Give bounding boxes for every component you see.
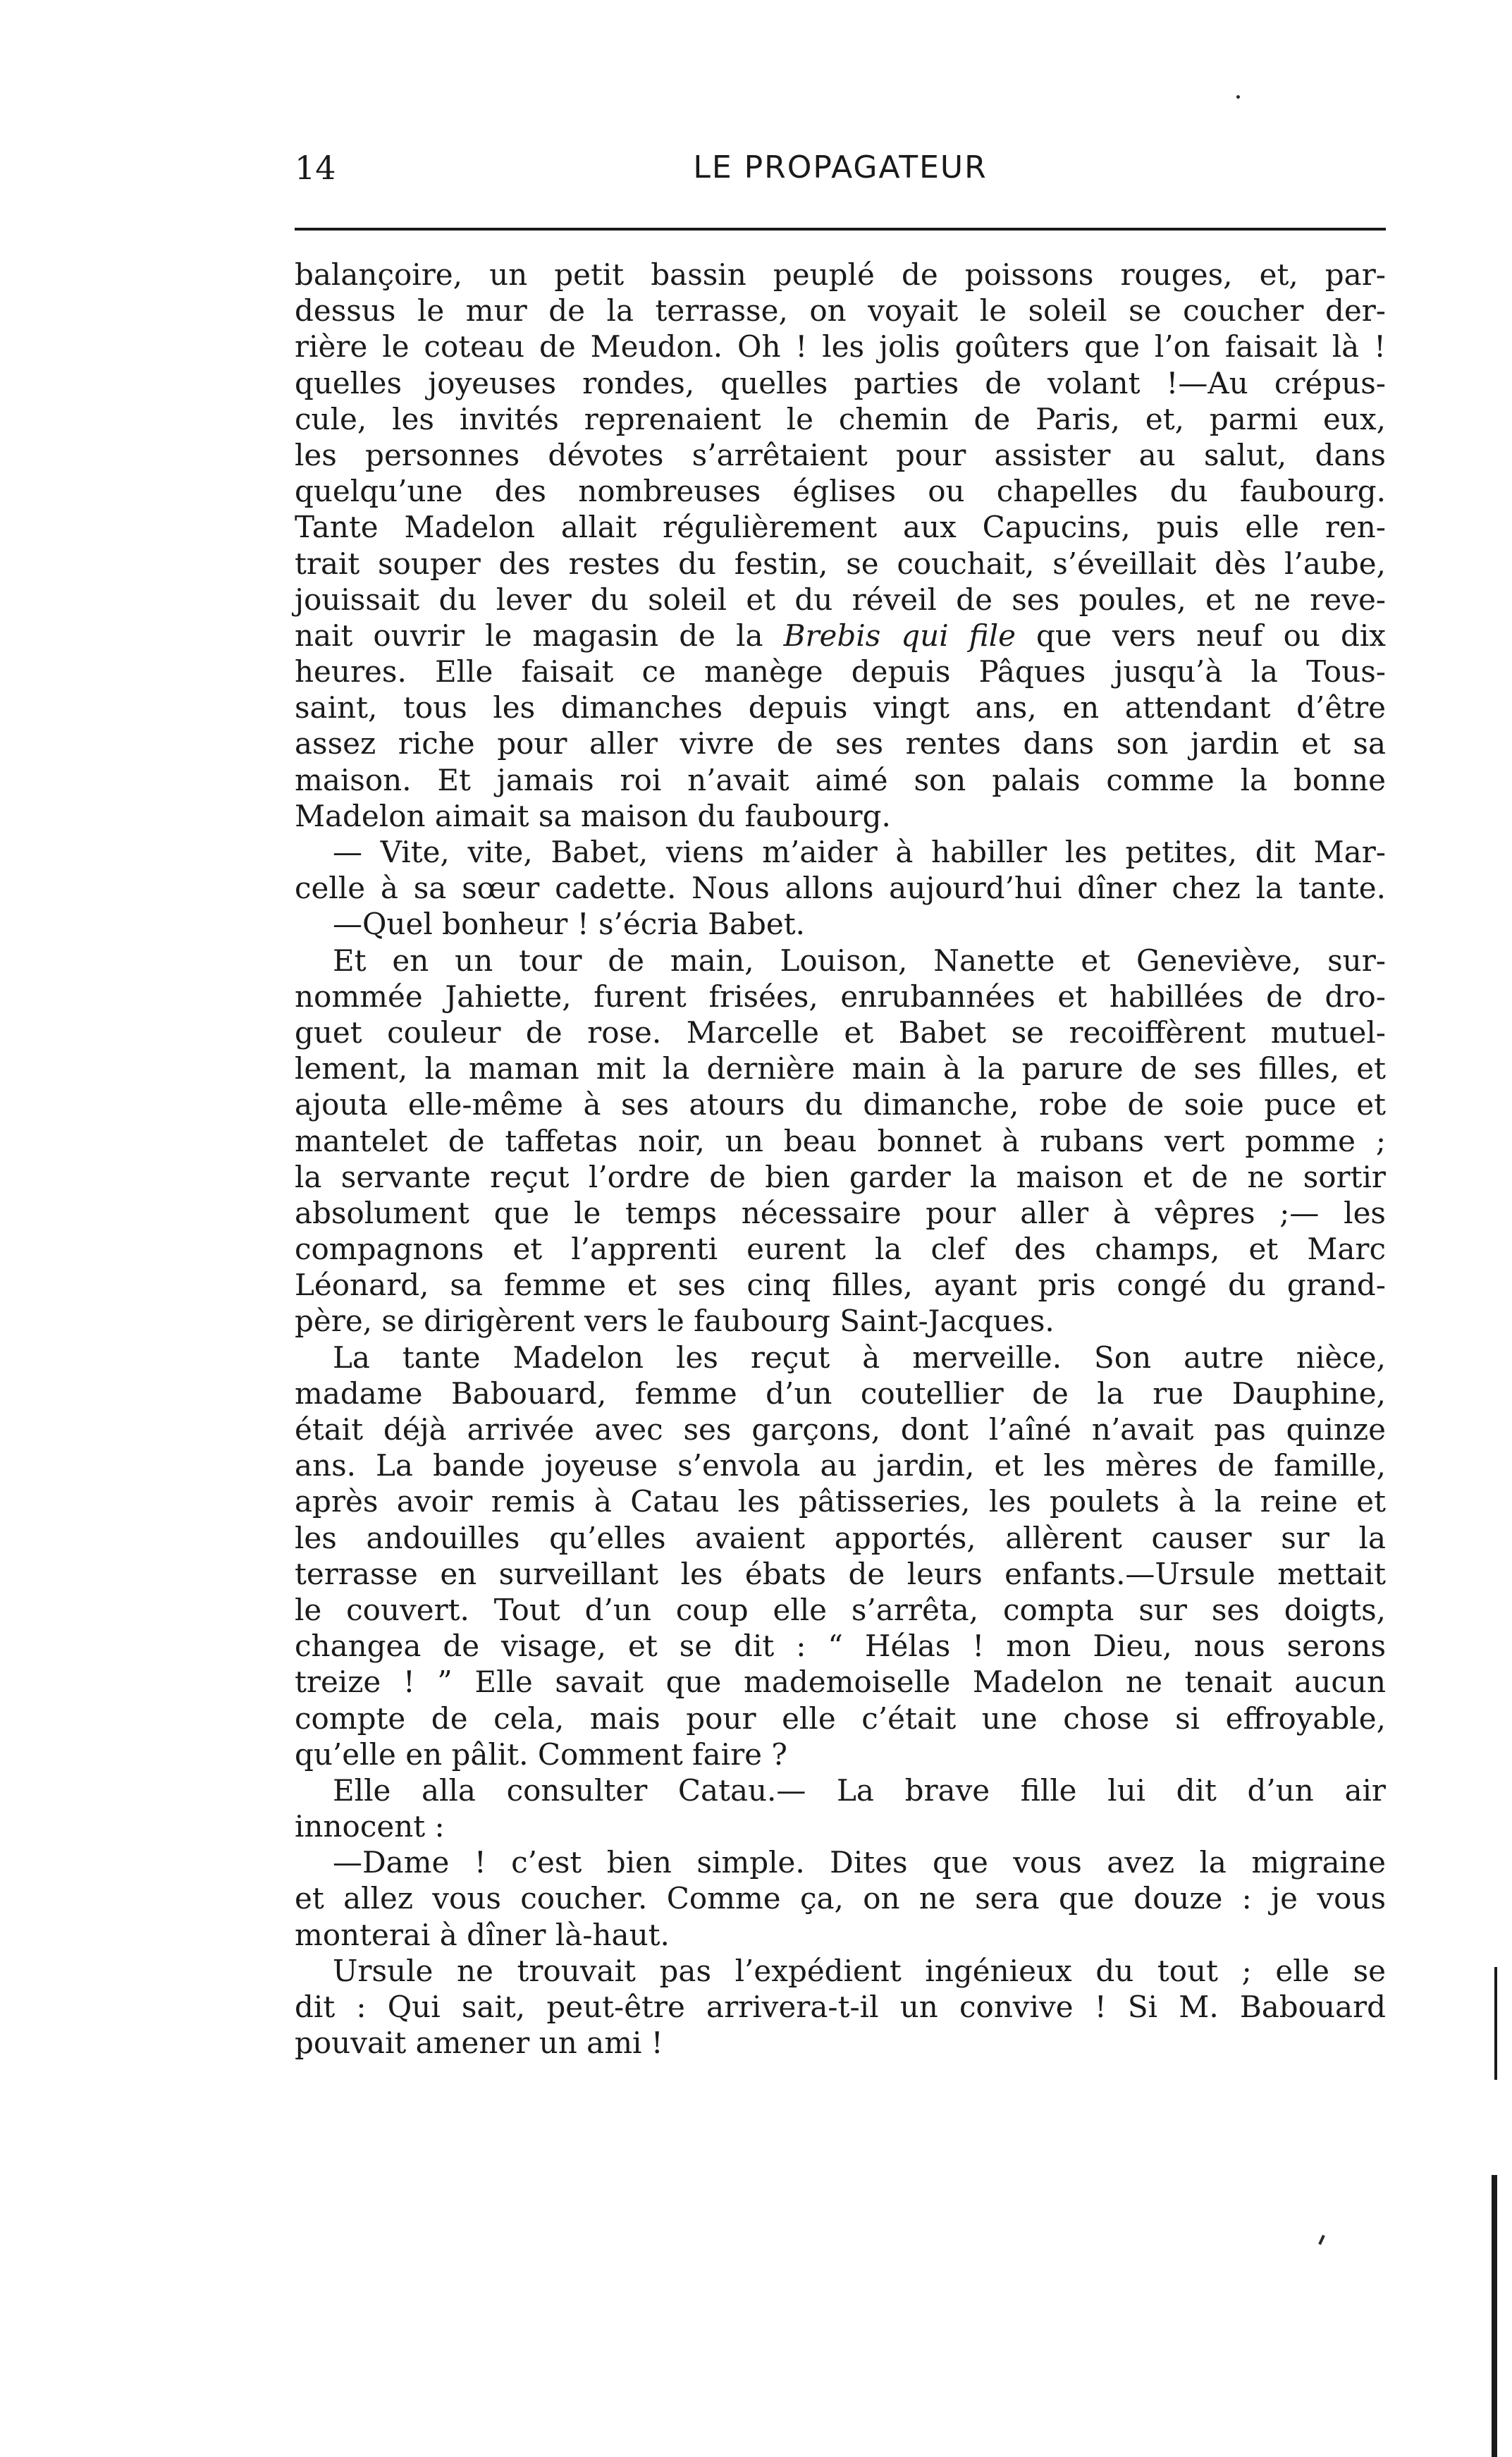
text-line: quelles joyeuses rondes, quelles parties de volant !—Au crépus- — [295, 365, 1386, 400]
text-line: Et en un tour de main, Louison, Nanette et Geneviève, sur- — [333, 943, 1386, 978]
text-line: rière le coteau de Meudon. Oh ! les jolis goûters que l’on faisait là ! — [295, 329, 1386, 364]
text-line: trait souper des restes du festin, se couchait, s’éveillait dès l’aube, — [295, 546, 1386, 581]
text-line: treize ! ” Elle savait que mademoiselle Madelon ne tenait aucun — [295, 1665, 1386, 1700]
text-line: était déjà arrivée avec ses garçons, dont l’aîné n’avait pas quinze — [295, 1412, 1386, 1447]
text-line: la servante reçut l’ordre de bien garder la maison et de ne sortir — [295, 1159, 1386, 1194]
text-line: cule, les invités reprenaient le chemin de Paris, et, parmi eux, — [295, 401, 1386, 436]
text-line: absolument que le temps nécessaire pour aller à vêpres ;— les — [295, 1195, 1386, 1230]
page-number: 14 — [295, 149, 336, 187]
text-line: dessus le mur de la terrasse, on voyait le soleil se coucher der- — [295, 293, 1386, 329]
scan-edge-mark — [1492, 2175, 1497, 2457]
text-line: —Dame ! c’est bien simple. Dites que vous avez la migraine — [333, 1845, 1386, 1880]
text-line: Tante Madelon allait régulièrement aux Capucins, puis elle ren- — [295, 510, 1386, 545]
text-line: compte de cela, mais pour elle c’était une chose si effroyable, — [295, 1701, 1386, 1736]
scan-edge-mark — [1494, 1967, 1497, 2080]
text-line: les andouilles qu’elles avaient apportés, allèrent causer sur la — [295, 1520, 1386, 1555]
scan-speck — [1236, 95, 1240, 99]
text-line: Léonard, sa femme et ses cinq filles, ayant pris congé du grand- — [295, 1268, 1386, 1303]
italic-title: Brebis qui file — [783, 618, 1016, 653]
text-line: —Quel bonheur ! s’écria Babet. — [333, 907, 806, 942]
page-header — [295, 147, 1386, 196]
text-line: les personnes dévotes s’arrêtaient pour assister au salut, dans — [295, 437, 1386, 472]
running-title: LE PROPAGATEUR — [693, 149, 988, 185]
text-segment: que vers neuf ou dix — [1015, 618, 1386, 653]
text-line: innocent : — [295, 1809, 445, 1844]
text-line: terrasse en surveillant les ébats de leurs enfants.—Ursule mettait — [295, 1556, 1386, 1591]
text-line: Ursule ne trouvait pas l’expédient ingénieux du tout ; elle se — [333, 1953, 1386, 1988]
text-line: monterai à dîner là-haut. — [295, 1917, 670, 1952]
scan-speck — [1318, 2235, 1325, 2245]
text-line: père, se dirigèrent vers le faubourg Saint-Jacques. — [295, 1304, 1055, 1339]
text-line: — Vite, vite, Babet, viens m’aider à habiller les petites, dit Mar- — [333, 835, 1386, 869]
text-line: le couvert. Tout d’un coup elle s’arrêta, compta sur ses doigts, — [295, 1592, 1386, 1627]
text-line: saint, tous les dimanches depuis vingt ans, en attendant d’être — [295, 690, 1386, 725]
text-line: ans. La bande joyeuse s’envola au jardin, et les mères de famille, — [295, 1448, 1386, 1483]
text-line: quelqu’une des nombreuses églises ou chapelles du faubourg. — [295, 474, 1386, 509]
text-line: La tante Madelon les reçut à merveille. Son autre nièce, — [333, 1340, 1386, 1375]
text-line: changea de visage, et se dit : “ Hélas ! mon Dieu, nous serons — [295, 1629, 1386, 1664]
text-line: celle à sa sœur cadette. Nous allons aujourd’hui dîner chez la tante. — [295, 871, 1386, 906]
header-rule — [295, 228, 1386, 231]
text-line: jouissait du lever du soleil et du réveil de ses poules, et ne reve- — [295, 582, 1386, 617]
text-line: compagnons et l’apprenti eurent la clef des champs, et Marc — [295, 1232, 1386, 1267]
text-line: dit : Qui sait, peut-être arrivera-t-il un convive ! Si M. Babouard — [295, 1990, 1386, 2024]
text-line: madame Babouard, femme d’un coutellier de la rue Dauphine, — [295, 1375, 1386, 1411]
text-line: après avoir remis à Catau les pâtisseries, les poulets à la reine et — [295, 1484, 1386, 1519]
text-line: pouvait amener un ami ! — [295, 2026, 663, 2061]
text-line — [295, 618, 1386, 654]
text-line: assez riche pour aller vivre de ses rentes dans son jardin et sa — [295, 726, 1386, 761]
text-line: maison. Et jamais roi n’avait aimé son palais comme la bonne — [295, 762, 1386, 797]
text-line: guet couleur de rose. Marcelle et Babet se recoiffèrent mutuel- — [295, 1015, 1386, 1050]
text-line: heures. Elle faisait ce manège depuis Pâques jusqu’à la Tous- — [295, 654, 1386, 690]
text-line: balançoire, un petit bassin peuplé de poissons rouges, et, par- — [295, 257, 1386, 292]
text-segment: nait ouvrir le magasin de la — [295, 618, 784, 653]
text-line: ajouta elle-même à ses atours du dimanche, robe de soie puce et — [295, 1087, 1386, 1122]
text-line: mantelet de taffetas noir, un beau bonnet à rubans vert pomme ; — [295, 1123, 1386, 1158]
text-line: et allez vous coucher. Comme ça, on ne sera que douze : je vous — [295, 1881, 1386, 1916]
text-line: Elle alla consulter Catau.— La brave fille lui dit d’un air — [333, 1772, 1386, 1808]
text-line: nommée Jahiette, furent frisées, enrubannées et habillées de dro- — [295, 979, 1386, 1014]
body-text — [295, 257, 1386, 2061]
text-line: lement, la maman mit la dernière main à la parure de ses filles, et — [295, 1051, 1386, 1086]
text-line: qu’elle en pâlit. Comment faire ? — [295, 1736, 787, 1772]
text-line: Madelon aimait sa maison du faubourg. — [295, 798, 891, 833]
